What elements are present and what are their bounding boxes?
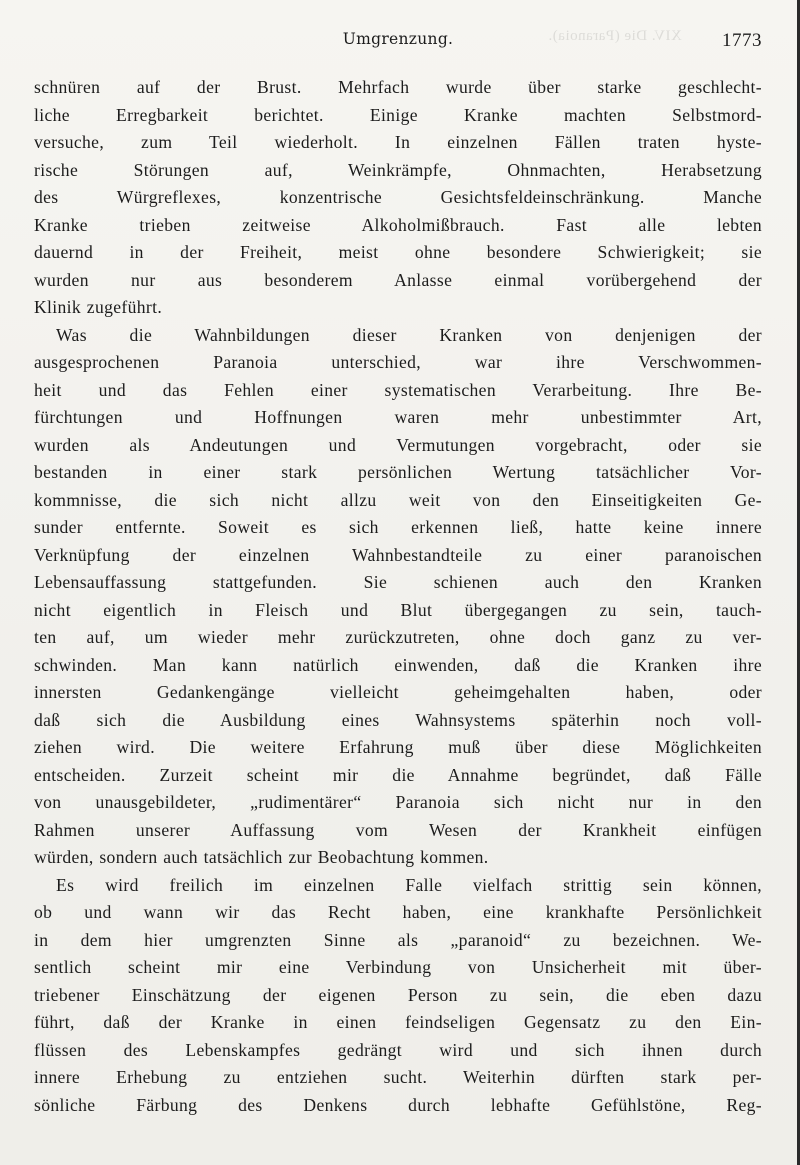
text-line: heit und das Fehlen einer systematischen Verarbeitung. Ihre Be-	[34, 379, 762, 400]
text-line: kommnisse, die sich nicht allzu weit von den Einseitigkeiten Ge-	[34, 489, 762, 510]
paragraph-3	[34, 872, 762, 1120]
text-line: liche Erregbarkeit berichtet. Einige Kranke machten Selbstmord-	[34, 104, 762, 125]
text-line: in dem hier umgrenzten Sinne als „paranoid“ zu bezeichnen. We-	[34, 929, 762, 950]
body-text	[34, 74, 762, 1119]
text-line: fürchtungen und Hoffnungen waren mehr unbestimmter Art,	[34, 407, 762, 427]
page-number: 1773	[722, 30, 762, 51]
text-line: schwinden. Man kann natürlich einwenden, daß die Kranken ihre	[34, 654, 762, 675]
text-line: würden, sondern auch tatsächlich zur Beobachtung kommen.	[34, 847, 489, 867]
text-line: Verknüpfung der einzelnen Wahnbestandteile zu einer paranoischen	[34, 544, 762, 565]
bleed-through-text: XIV. Die (Paranoia).	[548, 28, 682, 44]
text-line: ten auf, um wieder mehr zurückzutreten, ohne doch ganz zu ver-	[34, 627, 762, 647]
text-line: führt, daß der Kranke in einen feindseligen Gegensatz zu den Ein-	[34, 1012, 762, 1032]
text-line: Kranke trieben zeitweise Alkoholmißbrauch. Fast alle lebten	[34, 214, 762, 235]
text-line: dauernd in der Freiheit, meist ohne besondere Schwierigkeit; sie	[34, 242, 762, 262]
paragraph-1	[34, 74, 762, 322]
text-line: Es wird freilich im einzelnen Falle vielfach strittig sein können,	[56, 874, 762, 895]
text-line: Lebensauffassung stattgefunden. Sie schienen auch den Kranken	[34, 572, 762, 592]
text-line: des Würgreflexes, konzentrische Gesichtsfeldeinschränkung. Manche	[34, 187, 762, 207]
text-line: Rahmen unserer Auffassung vom Wesen der Krankheit einfügen	[34, 819, 762, 840]
text-line: nicht eigentlich in Fleisch und Blut übergegangen zu sein, tauch-	[34, 599, 762, 620]
text-line: ziehen wird. Die weitere Erfahrung muß über diese Möglichkeiten	[34, 737, 762, 757]
text-line: von unausgebildeter, „rudimentärer“ Paranoia sich nicht nur in den	[34, 792, 762, 812]
text-line: entscheiden. Zurzeit scheint mir die Annahme begründet, daß Fälle	[34, 764, 762, 785]
text-line: versuche, zum Teil wiederholt. In einzelnen Fällen traten hyste-	[34, 132, 762, 152]
text-line: sentlich scheint mir eine Verbindung von Unsicherheit mit über-	[34, 957, 762, 977]
text-line: schnüren auf der Brust. Mehrfach wurde über starke geschlecht-	[34, 77, 762, 97]
text-line: innersten Gedankengänge vielleicht geheimgehalten haben, oder	[34, 682, 762, 702]
text-line: bestanden in einer stark persönlichen Wertung tatsächlicher Vor-	[34, 462, 762, 482]
text-line: ausgesprochenen Paranoia unterschied, war ihre Verschwommen-	[34, 352, 762, 372]
text-line: daß sich die Ausbildung eines Wahnsystems späterhin noch voll-	[34, 709, 762, 730]
text-line: wurden nur aus besonderem Anlasse einmal vorübergehend der	[34, 269, 762, 290]
running-head: Umgrenzung.	[342, 30, 454, 48]
text-line: sönliche Färbung des Denkens durch lebhafte Gefühlstöne, Reg-	[34, 1094, 762, 1115]
text-line: ob und wann wir das Recht haben, eine krankhafte Persönlichkeit	[34, 902, 762, 922]
text-line: flüssen des Lebenskampfes gedrängt wird und sich ihnen durch	[34, 1039, 762, 1060]
text-line: rische Störungen auf, Weinkrämpfe, Ohnmachten, Herabsetzung	[34, 159, 762, 180]
text-line: Was die Wahnbildungen dieser Kranken von denjenigen der	[56, 324, 762, 345]
text-line: wurden als Andeutungen und Vermutungen vorgebracht, oder sie	[34, 434, 762, 455]
text-line: innere Erhebung zu entziehen sucht. Weiterhin dürften stark per-	[34, 1067, 762, 1087]
text-line: triebener Einschätzung der eigenen Person zu sein, die eben dazu	[34, 984, 762, 1005]
page-header	[34, 28, 762, 58]
paragraph-2	[34, 322, 762, 872]
text-line: sunder entfernte. Soweit es sich erkennen ließ, hatte keine innere	[34, 517, 762, 537]
text-line: Klinik zugeführt.	[34, 297, 163, 317]
